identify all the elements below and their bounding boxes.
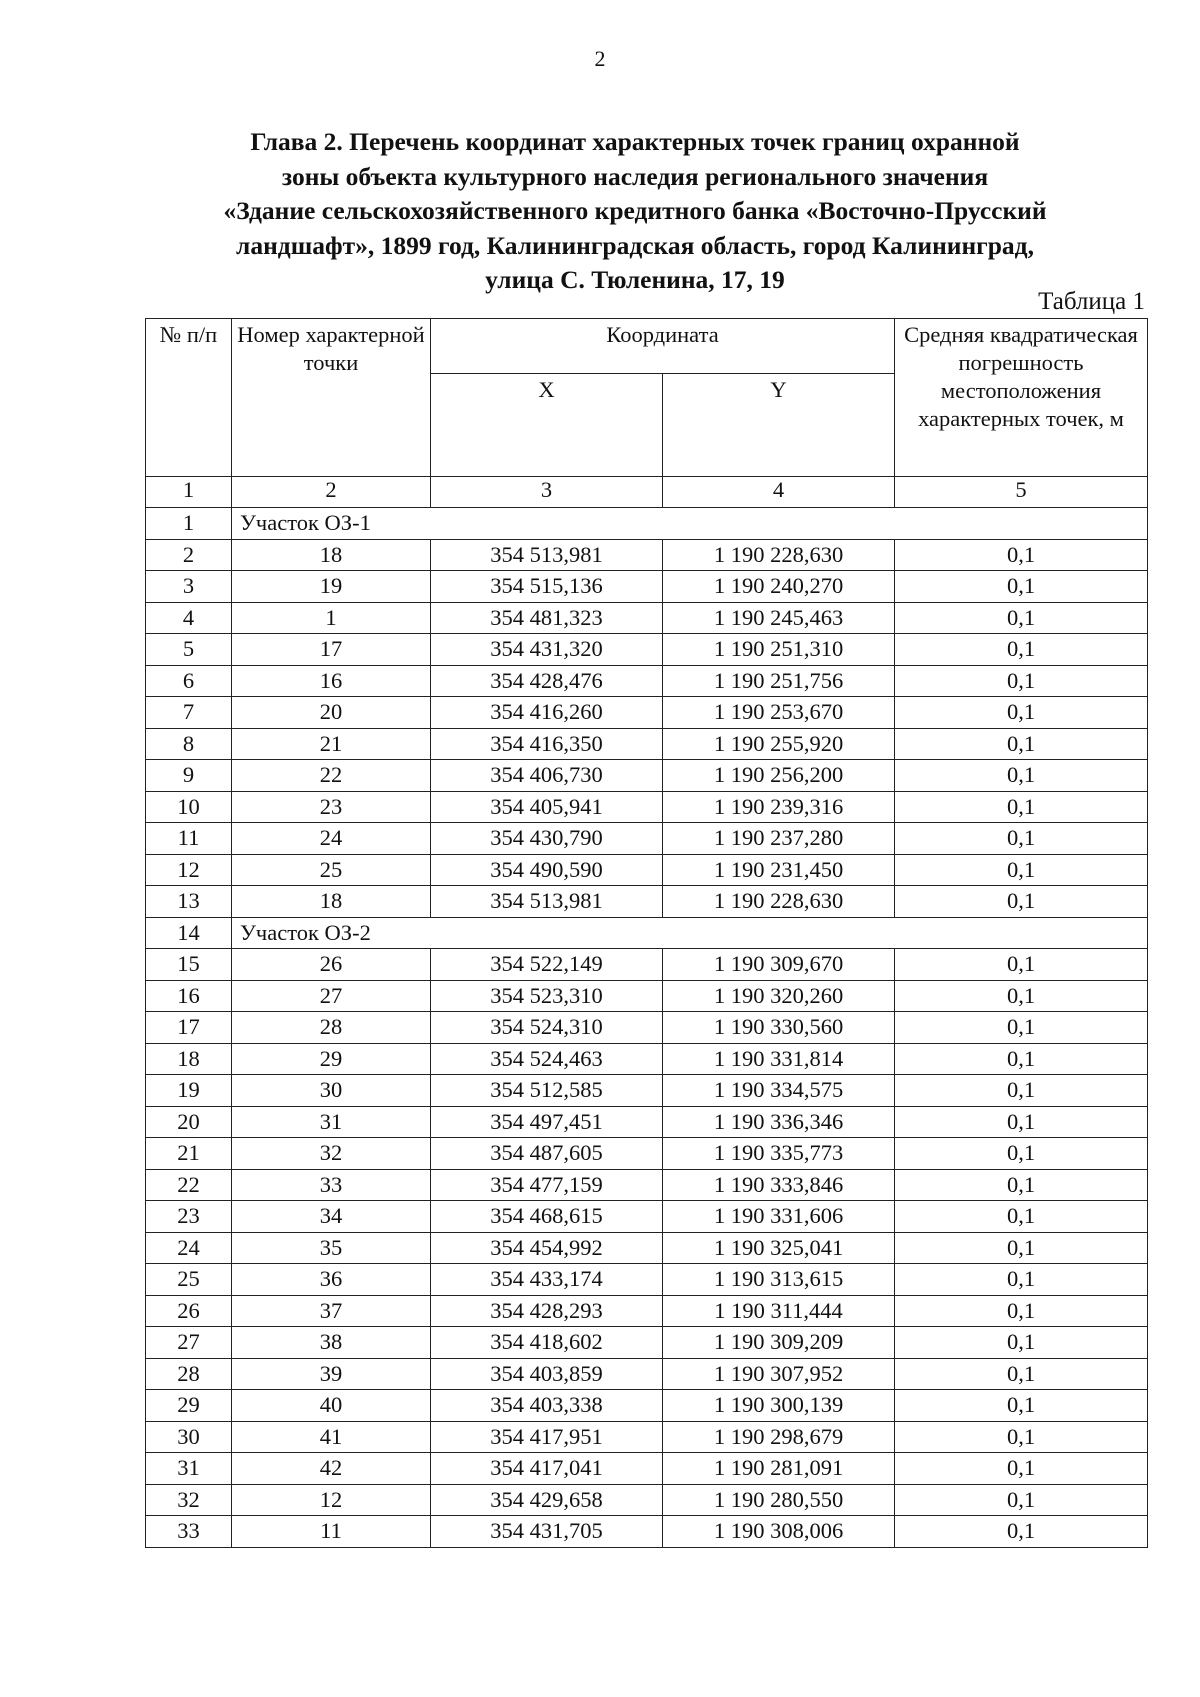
point-number: 30 [232,1075,431,1107]
row-number: 4 [146,602,232,634]
position-error: 0,1 [895,1264,1148,1296]
header-row-1 [146,319,1148,374]
position-error: 0,1 [895,1358,1148,1390]
coordinate-y: 1 190 298,679 [663,1421,895,1453]
position-error: 0,1 [895,697,1148,729]
row-number: 24 [146,1232,232,1264]
table-row [146,1484,1148,1516]
row-number: 13 [146,886,232,918]
coordinate-y: 1 190 330,560 [663,1012,895,1044]
section-label: Участок ОЗ-2 [232,917,1148,949]
point-number: 33 [232,1169,431,1201]
table-body [146,508,1148,1548]
position-error: 0,1 [895,1169,1148,1201]
point-number: 36 [232,1264,431,1296]
position-error: 0,1 [895,571,1148,603]
table-row [146,949,1148,981]
coordinate-y: 1 190 313,615 [663,1264,895,1296]
position-error: 0,1 [895,602,1148,634]
row-number: 14 [146,917,232,949]
coordinate-y: 1 190 256,200 [663,760,895,792]
coordinate-y: 1 190 331,814 [663,1043,895,1075]
point-number: 35 [232,1232,431,1264]
table-row [146,1106,1148,1138]
coordinate-x: 354 428,476 [431,665,663,697]
coordinate-x: 354 433,174 [431,1264,663,1296]
coordinate-y: 1 190 333,846 [663,1169,895,1201]
coordinate-x: 354 477,159 [431,1169,663,1201]
coordinate-x: 354 403,859 [431,1358,663,1390]
point-number: 17 [232,634,431,666]
coordinate-x: 354 522,149 [431,949,663,981]
column-number-2: 2 [232,477,431,508]
coordinate-y: 1 190 320,260 [663,980,895,1012]
position-error: 0,1 [895,1516,1148,1548]
position-error: 0,1 [895,1484,1148,1516]
table-row [146,1232,1148,1264]
row-number: 30 [146,1421,232,1453]
row-number: 10 [146,791,232,823]
position-error: 0,1 [895,1043,1148,1075]
position-error: 0,1 [895,886,1148,918]
row-number: 11 [146,823,232,855]
coordinate-y: 1 190 335,773 [663,1138,895,1170]
position-error: 0,1 [895,823,1148,855]
table-row [146,571,1148,603]
table-row [146,886,1148,918]
table-row [146,1327,1148,1359]
table-row [146,665,1148,697]
table-row [146,854,1148,886]
coordinate-y: 1 190 231,450 [663,854,895,886]
table-row [146,697,1148,729]
column-number-3: 3 [431,477,663,508]
row-number: 2 [146,539,232,571]
coordinates-table [145,318,1148,1548]
position-error: 0,1 [895,949,1148,981]
position-error: 0,1 [895,728,1148,760]
coordinate-x: 354 497,451 [431,1106,663,1138]
point-number: 22 [232,760,431,792]
row-number: 18 [146,1043,232,1075]
coordinate-y: 1 190 334,575 [663,1075,895,1107]
position-error: 0,1 [895,854,1148,886]
point-number: 18 [232,886,431,918]
coordinate-x: 354 487,605 [431,1138,663,1170]
position-error: 0,1 [895,1390,1148,1422]
table-row [146,539,1148,571]
point-number: 41 [232,1421,431,1453]
column-number-row [146,477,1148,508]
row-number: 23 [146,1201,232,1233]
coordinate-y: 1 190 336,346 [663,1106,895,1138]
position-error: 0,1 [895,539,1148,571]
point-number: 27 [232,980,431,1012]
point-number: 12 [232,1484,431,1516]
point-number: 16 [232,665,431,697]
position-error: 0,1 [895,1421,1148,1453]
point-number: 34 [232,1201,431,1233]
table-row [146,980,1148,1012]
table-row [146,1043,1148,1075]
coordinate-x: 354 428,293 [431,1295,663,1327]
document-heading [150,125,1120,298]
position-error: 0,1 [895,1295,1148,1327]
coordinate-x: 354 524,463 [431,1043,663,1075]
coordinate-x: 354 523,310 [431,980,663,1012]
coordinate-x: 354 468,615 [431,1201,663,1233]
row-number: 29 [146,1390,232,1422]
coordinate-y: 1 190 300,139 [663,1390,895,1422]
coordinate-y: 1 190 228,630 [663,886,895,918]
point-number: 39 [232,1358,431,1390]
coordinate-y: 1 190 251,756 [663,665,895,697]
position-error: 0,1 [895,1201,1148,1233]
point-number: 37 [232,1295,431,1327]
position-error: 0,1 [895,1453,1148,1485]
point-number: 25 [232,854,431,886]
header-y: Y [663,374,895,477]
table-row [146,1358,1148,1390]
position-error: 0,1 [895,1012,1148,1044]
point-number: 19 [232,571,431,603]
point-number: 40 [232,1390,431,1422]
row-number: 32 [146,1484,232,1516]
table-row [146,1012,1148,1044]
point-number: 32 [232,1138,431,1170]
table-row [146,1264,1148,1296]
coordinate-y: 1 190 325,041 [663,1232,895,1264]
heading-line-1: Глава 2. Перечень координат характерных точек границ охранной [250,127,1020,156]
coordinate-y: 1 190 245,463 [663,602,895,634]
point-number: 38 [232,1327,431,1359]
section-label: Участок ОЗ-1 [232,508,1148,540]
row-number: 6 [146,665,232,697]
header-row-number: № п/п [146,319,232,477]
row-number: 16 [146,980,232,1012]
column-number-1: 1 [146,477,232,508]
coordinate-y: 1 190 237,280 [663,823,895,855]
heading-line-5: улица С. Тюленина, 17, 19 [485,265,785,294]
header-error: Средняя квадратическая погрешность местоположения характерных точек, м [895,319,1148,477]
coordinate-x: 354 418,602 [431,1327,663,1359]
table-row [146,1169,1148,1201]
coordinate-x: 354 430,790 [431,823,663,855]
point-number: 11 [232,1516,431,1548]
coordinate-y: 1 190 281,091 [663,1453,895,1485]
section-row [146,508,1148,540]
point-number: 29 [232,1043,431,1075]
coordinate-x: 354 429,658 [431,1484,663,1516]
table-caption: Таблица 1 [1038,288,1145,315]
position-error: 0,1 [895,791,1148,823]
coordinate-x: 354 524,310 [431,1012,663,1044]
row-number: 19 [146,1075,232,1107]
coordinate-y: 1 190 280,550 [663,1484,895,1516]
header-x: X [431,374,663,477]
heading-line-2: зоны объекта культурного наследия регионального значения [281,161,989,191]
coordinate-x: 354 403,338 [431,1390,663,1422]
coordinate-x: 354 513,981 [431,886,663,918]
coordinate-x: 354 417,041 [431,1453,663,1485]
coordinate-y: 1 190 228,630 [663,539,895,571]
coordinate-x: 354 515,136 [431,571,663,603]
coordinate-y: 1 190 309,209 [663,1327,895,1359]
table-row [146,1295,1148,1327]
row-number: 22 [146,1169,232,1201]
row-number: 5 [146,634,232,666]
point-number: 31 [232,1106,431,1138]
coordinate-y: 1 190 307,952 [663,1358,895,1390]
coordinate-y: 1 190 308,006 [663,1516,895,1548]
row-number: 21 [146,1138,232,1170]
coordinate-x: 354 431,320 [431,634,663,666]
point-number: 26 [232,949,431,981]
coordinate-x: 354 490,590 [431,854,663,886]
coordinate-y: 1 190 255,920 [663,728,895,760]
table-row [146,1201,1148,1233]
table-row [146,634,1148,666]
coordinate-x: 354 481,323 [431,602,663,634]
point-number: 18 [232,539,431,571]
coordinate-y: 1 190 253,670 [663,697,895,729]
position-error: 0,1 [895,760,1148,792]
point-number: 21 [232,728,431,760]
position-error: 0,1 [895,1106,1148,1138]
row-number: 8 [146,728,232,760]
row-number: 3 [146,571,232,603]
table-row [146,1453,1148,1485]
row-number: 20 [146,1106,232,1138]
coordinate-y: 1 190 331,606 [663,1201,895,1233]
table-row [146,1516,1148,1548]
table-row [146,823,1148,855]
header-point-number: Номер характерной точки [232,319,431,477]
row-number: 26 [146,1295,232,1327]
point-number: 1 [232,602,431,634]
heading-line-4: ландшафт», 1899 год, Калининградская область, город Калининград, [236,230,1034,260]
position-error: 0,1 [895,665,1148,697]
coordinate-y: 1 190 309,670 [663,949,895,981]
coordinate-y: 1 190 239,316 [663,791,895,823]
table-row [146,760,1148,792]
row-number: 33 [146,1516,232,1548]
position-error: 0,1 [895,980,1148,1012]
row-number: 15 [146,949,232,981]
table-row [146,728,1148,760]
column-number-5: 5 [895,477,1148,508]
row-number: 17 [146,1012,232,1044]
table-row [146,1075,1148,1107]
coordinate-x: 354 405,941 [431,791,663,823]
heading-line-3: «Здание сельскохозяйственного кредитного банка «Восточно-Прусский [223,196,1047,225]
table-row [146,1390,1148,1422]
table-row [146,791,1148,823]
position-error: 0,1 [895,1232,1148,1264]
coordinate-x: 354 454,992 [431,1232,663,1264]
coordinate-x: 354 406,730 [431,760,663,792]
row-number: 12 [146,854,232,886]
header-coordinate: Координата [431,319,895,374]
column-number-4: 4 [663,477,895,508]
row-number: 27 [146,1327,232,1359]
row-number: 1 [146,508,232,540]
row-number: 7 [146,697,232,729]
row-number: 28 [146,1358,232,1390]
position-error: 0,1 [895,1138,1148,1170]
coordinate-x: 354 512,585 [431,1075,663,1107]
point-number: 28 [232,1012,431,1044]
point-number: 24 [232,823,431,855]
coordinate-x: 354 416,260 [431,697,663,729]
point-number: 20 [232,697,431,729]
row-number: 9 [146,760,232,792]
coordinate-y: 1 190 240,270 [663,571,895,603]
row-number: 31 [146,1453,232,1485]
table-row [146,602,1148,634]
coordinate-x: 354 416,350 [431,728,663,760]
section-row [146,917,1148,949]
coordinate-x: 354 513,981 [431,539,663,571]
coordinate-x: 354 417,951 [431,1421,663,1453]
page-number: 2 [594,46,606,71]
position-error: 0,1 [895,1327,1148,1359]
coordinate-y: 1 190 311,444 [663,1295,895,1327]
point-number: 42 [232,1453,431,1485]
table-row [146,1421,1148,1453]
coordinate-y: 1 190 251,310 [663,634,895,666]
position-error: 0,1 [895,634,1148,666]
table-row [146,1138,1148,1170]
point-number: 23 [232,791,431,823]
position-error: 0,1 [895,1075,1148,1107]
coordinate-x: 354 431,705 [431,1516,663,1548]
row-number: 25 [146,1264,232,1296]
